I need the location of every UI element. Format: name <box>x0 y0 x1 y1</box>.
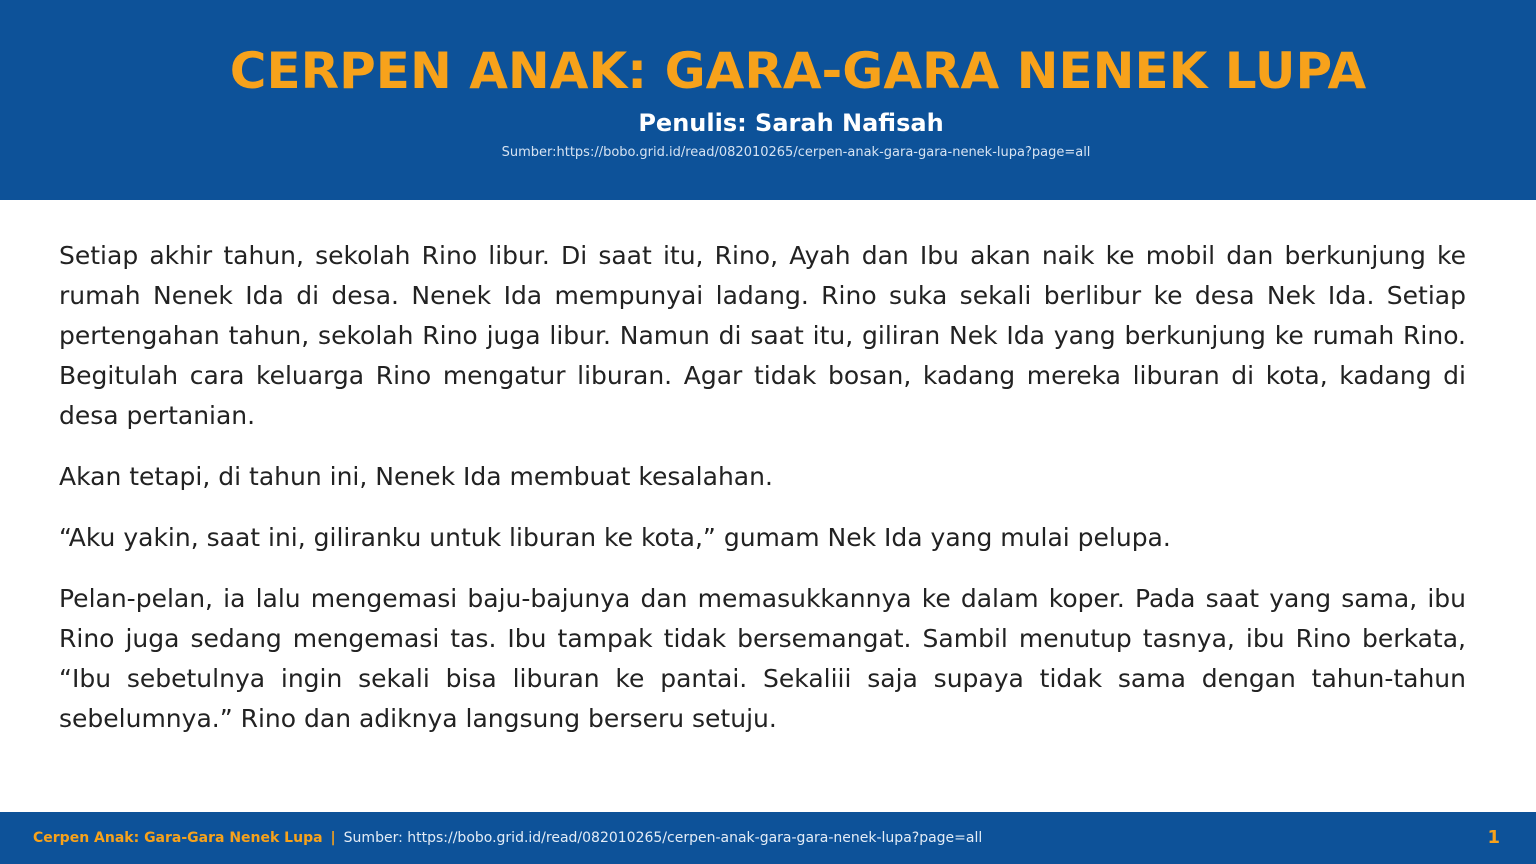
paragraph-1: Setiap akhir tahun, sekolah Rino libur. Di saat itu, Rino, Ayah dan Ibu akan naik ke mobil dan berkunjung ke rumah Nenek Ida di desa. Nenek Ida mempunyai ladang. Rino suka sekali berlibur ke desa Nek Ida. Setiap pertengahan tahun, sekolah Rino juga libur. Namun di saat itu, giliran Nek Ida yang berkunjung ke rumah Rino. Begitulah cara keluarga Rino mengatur liburan. Agar tidak bosan, kadang mereka liburan di kota, kadang di desa pertanian. <box>59 241 1466 430</box>
footer-separator: | <box>330 830 336 846</box>
page-number: 1 <box>1487 827 1500 848</box>
footer-source-link[interactable]: Sumber: https://bobo.grid.id/read/082010265/cerpen-anak-gara-gara-nenek-lupa?page=all <box>343 830 983 846</box>
source-link-top[interactable]: Sumber:https://bobo.grid.id/read/082010265/cerpen-anak-gara-gara-nenek-lupa?page=all <box>501 145 1091 160</box>
story-body <box>59 236 1466 760</box>
paragraph-3: “Aku yakin, saat ini, giliranku untuk liburan ke kota,” gumam Nek Ida yang mulai pelupa. <box>59 523 1171 552</box>
header-banner <box>0 0 1536 200</box>
footer-caption <box>33 812 982 864</box>
footer-bar <box>0 812 1536 864</box>
footer-title: Cerpen Anak: Gara-Gara Nenek Lupa <box>33 830 323 846</box>
page-title: CERPEN ANAK: GARA-GARA NENEK LUPA <box>229 42 1367 100</box>
author-line: Penulis: Sarah Nafisah <box>638 109 944 137</box>
paragraph-4: Pelan-pelan, ia lalu mengemasi baju-bajunya dan memasukkannya ke dalam koper. Pada saat yang sama, ibu Rino juga sedang mengemasi tas. Ibu tampak tidak bersemangat. Sambil menutup tasnya, ibu Rino berkata, “Ibu sebetulnya ingin sekali bisa liburan ke pantai. Sekaliii saja supaya tidak sama dengan tahun-tahun sebelumnya.” Rino dan adiknya langsung berseru setuju. <box>59 584 1466 733</box>
paragraph-2: Akan tetapi, di tahun ini, Nenek Ida membuat kesalahan. <box>59 462 773 491</box>
